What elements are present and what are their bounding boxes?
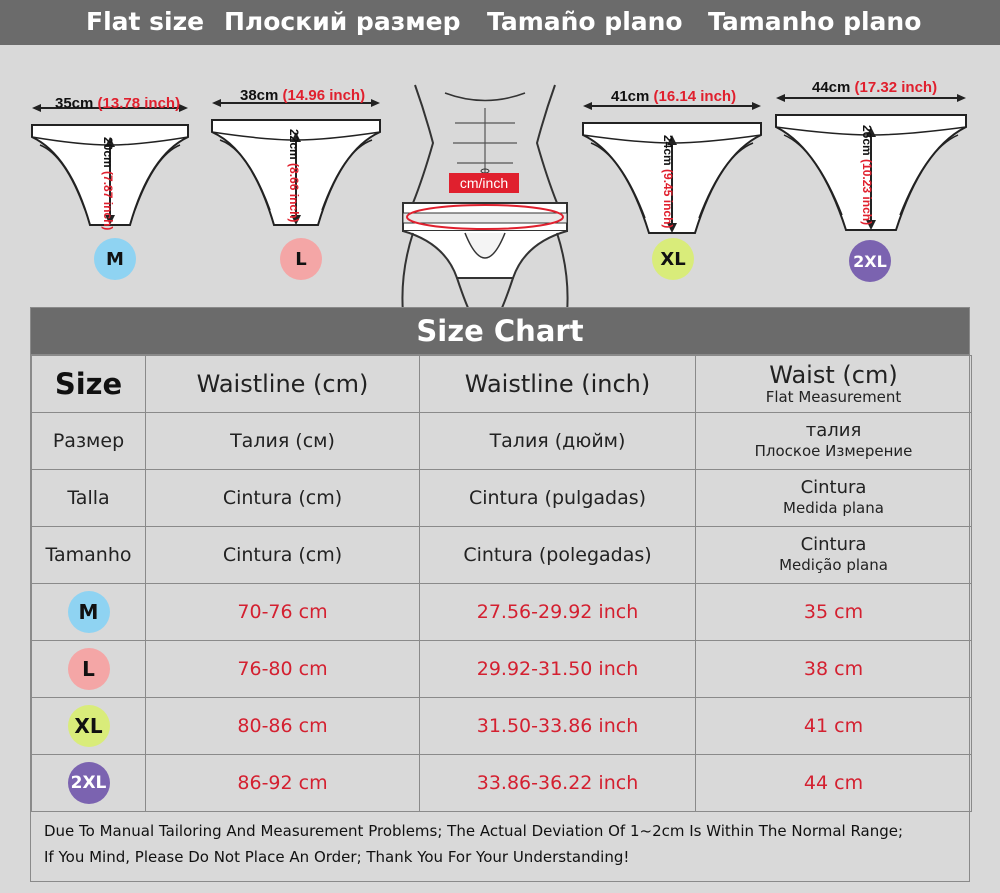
cell-waist-flat-label [696, 413, 972, 470]
cell-size [32, 641, 146, 698]
cell-waist-flat-label [696, 470, 972, 527]
size-table [31, 355, 972, 812]
cell-waist-flat: 38 cm [696, 641, 972, 698]
brief-l-width-label: 38cm (14.96 inch) [240, 87, 366, 104]
cell-waist-flat-sub: Medição plana [779, 556, 888, 574]
brief-m-width-label: 35cm (13.78 inch) [55, 95, 181, 112]
cell-waist-inch: 33.86-36.22 inch [420, 755, 696, 812]
cell-waist-cm: 86-92 cm [146, 755, 420, 812]
cell-waist-flat-label [696, 527, 972, 584]
header-label-ru: Плоский размер [224, 7, 461, 36]
size-illustrations [0, 45, 1000, 290]
cell-waist-cm: 80-86 cm [146, 698, 420, 755]
cell-waist-cm-label: Cintura (cm) [146, 527, 420, 584]
model-waist-illustration [395, 83, 575, 318]
cell-size-label: Talla [32, 470, 146, 527]
note-line-1: Due To Manual Tailoring And Measurement Problems; The Actual Deviation Of 1~2cm Is Within The Normal Range; [44, 822, 904, 840]
cell-size [32, 755, 146, 812]
cell-waist-cm-label: Талия (см) [146, 413, 420, 470]
badge-m: M [94, 238, 136, 280]
badge-xl: XL [652, 238, 694, 280]
header-label-en: Flat size [86, 7, 205, 36]
cell-waist-inch-label: Cintura (pulgadas) [420, 470, 696, 527]
table-row-pt [32, 527, 972, 584]
header-label-pt: Tamanho plano [708, 7, 922, 36]
cell-waist-cm-label: Cintura (cm) [146, 470, 420, 527]
table-row-ru [32, 413, 972, 470]
header-size: Size [32, 356, 146, 413]
cell-waist-flat: 41 cm [696, 698, 972, 755]
note-line-2: If You Mind, Please Do Not Place An Order; Thank You For Your Understanding! [44, 848, 630, 866]
brief-xl-height-label: 24cm (9.45 inch) [661, 135, 675, 229]
cell-waist-inch-label: Талия (дюйм) [420, 413, 696, 470]
header-waist-flat-sub: Flat Measurement [765, 388, 902, 406]
cell-waist-inch-label: Cintura (polegadas) [420, 527, 696, 584]
cell-waist-inch: 31.50-33.86 inch [420, 698, 696, 755]
size-badge-xl: XL [68, 705, 110, 747]
header-label-es: Tamaño plano [487, 7, 683, 36]
cell-waist-flat-sub: Плоское Измерение [754, 442, 913, 460]
cell-size-label: Размер [32, 413, 146, 470]
cell-waist-flat: 44 cm [696, 755, 972, 812]
badge-l: L [280, 238, 322, 280]
cell-waist-flat: 35 cm [696, 584, 972, 641]
chart-title: Size Chart [31, 308, 969, 355]
cell-waist-flat-main: талия [805, 420, 862, 441]
tolerance-note [31, 812, 969, 870]
header-waist-inch: Waistline (inch) [420, 356, 696, 413]
brief-m-height-label: 20cm (7.87 inch) [101, 137, 115, 231]
cell-size-label: Tamanho [32, 527, 146, 584]
header-waist-cm: Waistline (cm) [146, 356, 420, 413]
table-row-l [32, 641, 972, 698]
table-row-2xl [32, 755, 972, 812]
brief-2xl-width-label: 44cm (17.32 inch) [812, 79, 938, 96]
size-chart [30, 307, 970, 882]
header-waist-flat [696, 356, 972, 413]
cell-size [32, 698, 146, 755]
size-badge-m: M [68, 591, 110, 633]
table-row-es [32, 470, 972, 527]
brief-xl-width-label: 41cm (16.14 inch) [611, 88, 737, 105]
size-badge-l: L [68, 648, 110, 690]
cell-waist-inch: 27.56-29.92 inch [420, 584, 696, 641]
waist-tag: cm/inch [449, 173, 519, 193]
header-bar [0, 0, 1000, 45]
cell-waist-flat-sub: Medida plana [783, 499, 884, 517]
cell-waist-cm: 70-76 cm [146, 584, 420, 641]
table-header-row [32, 356, 972, 413]
brief-l-height-label: 22cm (8.66 inch) [287, 129, 301, 223]
badge-2xl: 2XL [849, 240, 891, 282]
table-row-m [32, 584, 972, 641]
brief-2xl-height-label: 26cm (10.23 inch) [860, 125, 874, 226]
cell-waist-cm: 76-80 cm [146, 641, 420, 698]
size-badge-2xl: 2XL [68, 762, 110, 804]
cell-size [32, 584, 146, 641]
cell-waist-flat-main: Cintura [800, 477, 867, 498]
table-row-xl [32, 698, 972, 755]
cell-waist-inch: 29.92-31.50 inch [420, 641, 696, 698]
cell-waist-flat-main: Cintura [800, 534, 867, 555]
header-waist-flat-label: Waist (cm) [769, 361, 898, 389]
